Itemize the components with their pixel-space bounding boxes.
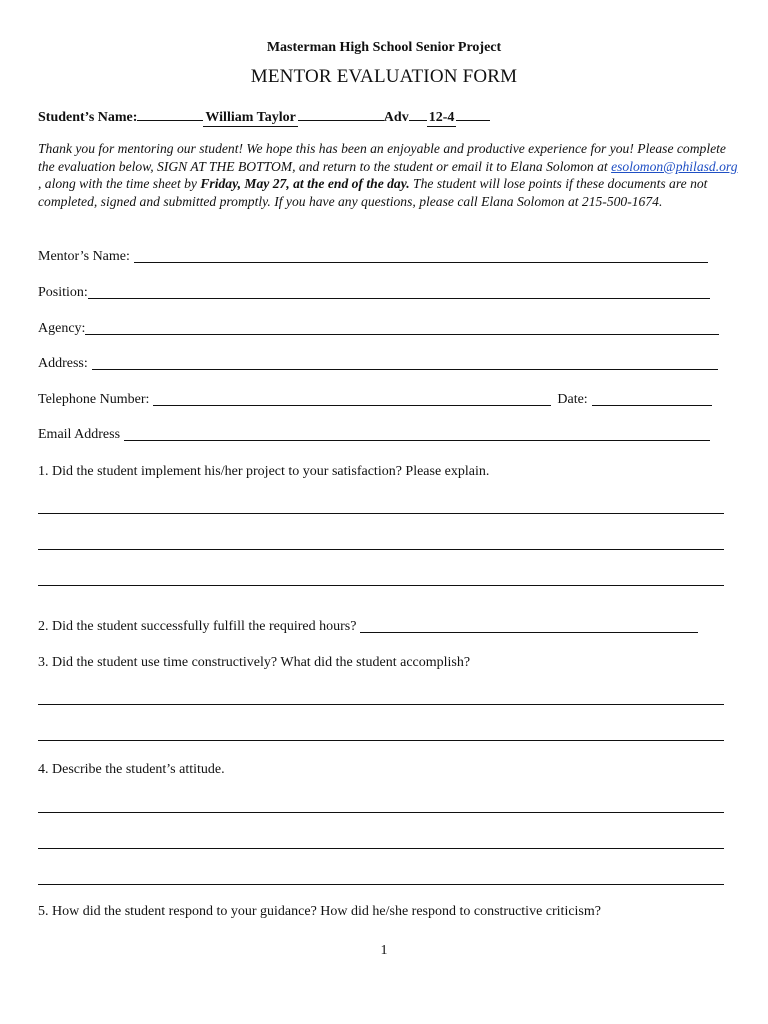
question-4: 4. Describe the student’s attitude. <box>38 762 225 777</box>
mentor-name-input-line[interactable] <box>134 261 708 263</box>
form-title: MENTOR EVALUATION FORM <box>250 66 518 87</box>
question-5: 5. How did the student respond to your guidance? How did he/she respond to constructive criticism? <box>38 904 601 919</box>
intro-text-3: The student will lose points if these documents are not completed, signed and submitted promptly. If you have any questions, please call Elana Solomon at 215-500-1674. <box>38 176 708 209</box>
adv-blank-left <box>409 106 427 121</box>
student-info-row <box>38 106 490 127</box>
telephone-label: Telephone Number: <box>38 392 150 407</box>
student-name-value[interactable]: William Taylor <box>205 110 296 125</box>
email-address-field <box>38 427 710 443</box>
adv-label: Adv <box>383 110 409 125</box>
email-address-label: Email Address <box>38 427 121 442</box>
date-label: Date: <box>557 392 588 407</box>
student-name-blank-left <box>137 106 203 121</box>
email-link[interactable]: esolomon@philasd.org <box>611 158 738 174</box>
position-label: Position: <box>38 285 88 300</box>
agency-input-line[interactable] <box>85 333 719 335</box>
answer-2-line[interactable] <box>360 631 698 633</box>
address-label: Address: <box>38 356 88 371</box>
student-name-label: Student’s Name: <box>38 110 138 125</box>
date-input-line[interactable] <box>592 404 712 406</box>
mentor-name-label: Mentor’s Name: <box>38 249 130 264</box>
address-field <box>38 356 718 372</box>
adv-value[interactable]: 12-4 <box>428 110 455 125</box>
question-2-field <box>38 619 698 635</box>
position-field <box>38 285 710 301</box>
address-input-line[interactable] <box>92 368 718 370</box>
question-2: 2. Did the student successfully fulfill the required hours? <box>38 619 357 634</box>
question-3: 3. Did the student use time constructively? What did the student accomplish? <box>38 655 471 670</box>
agency-field <box>38 321 719 337</box>
telephone-input-line[interactable] <box>153 404 551 406</box>
position-input-line[interactable] <box>88 297 710 299</box>
deadline-text: Friday, May 27, at the end of the day. <box>200 176 410 191</box>
intro-paragraph <box>38 140 738 210</box>
answer-4-line-2[interactable] <box>38 848 724 849</box>
page-number: 1 <box>380 943 388 958</box>
question-1: 1. Did the student implement his/her project to your satisfaction? Please explain. <box>38 464 490 479</box>
telephone-field <box>38 392 712 408</box>
mentor-name-field <box>38 249 708 265</box>
agency-label: Agency: <box>38 321 86 336</box>
answer-1-line-2[interactable] <box>38 549 724 550</box>
answer-3-line-1[interactable] <box>38 704 724 705</box>
answer-4-line-3[interactable] <box>38 884 724 885</box>
answer-1-line-1[interactable] <box>38 513 724 514</box>
answer-4-line-1[interactable] <box>38 812 724 813</box>
answer-1-line-3[interactable] <box>38 585 724 586</box>
answer-3-line-2[interactable] <box>38 740 724 741</box>
school-heading: Masterman High School Senior Project <box>266 40 502 55</box>
email-address-input-line[interactable] <box>124 439 710 441</box>
intro-text-1: Thank you for mentoring our student! We hope this has been an enjoyable and productive experience for you! Please complete the evaluation below, SIGN AT THE BOTTOM, and return to the student or email it to Elana Solomon at <box>38 141 726 174</box>
intro-text-2: , along with the time sheet by <box>38 176 201 191</box>
student-name-blank-right <box>298 106 384 121</box>
adv-blank-right <box>456 106 490 121</box>
